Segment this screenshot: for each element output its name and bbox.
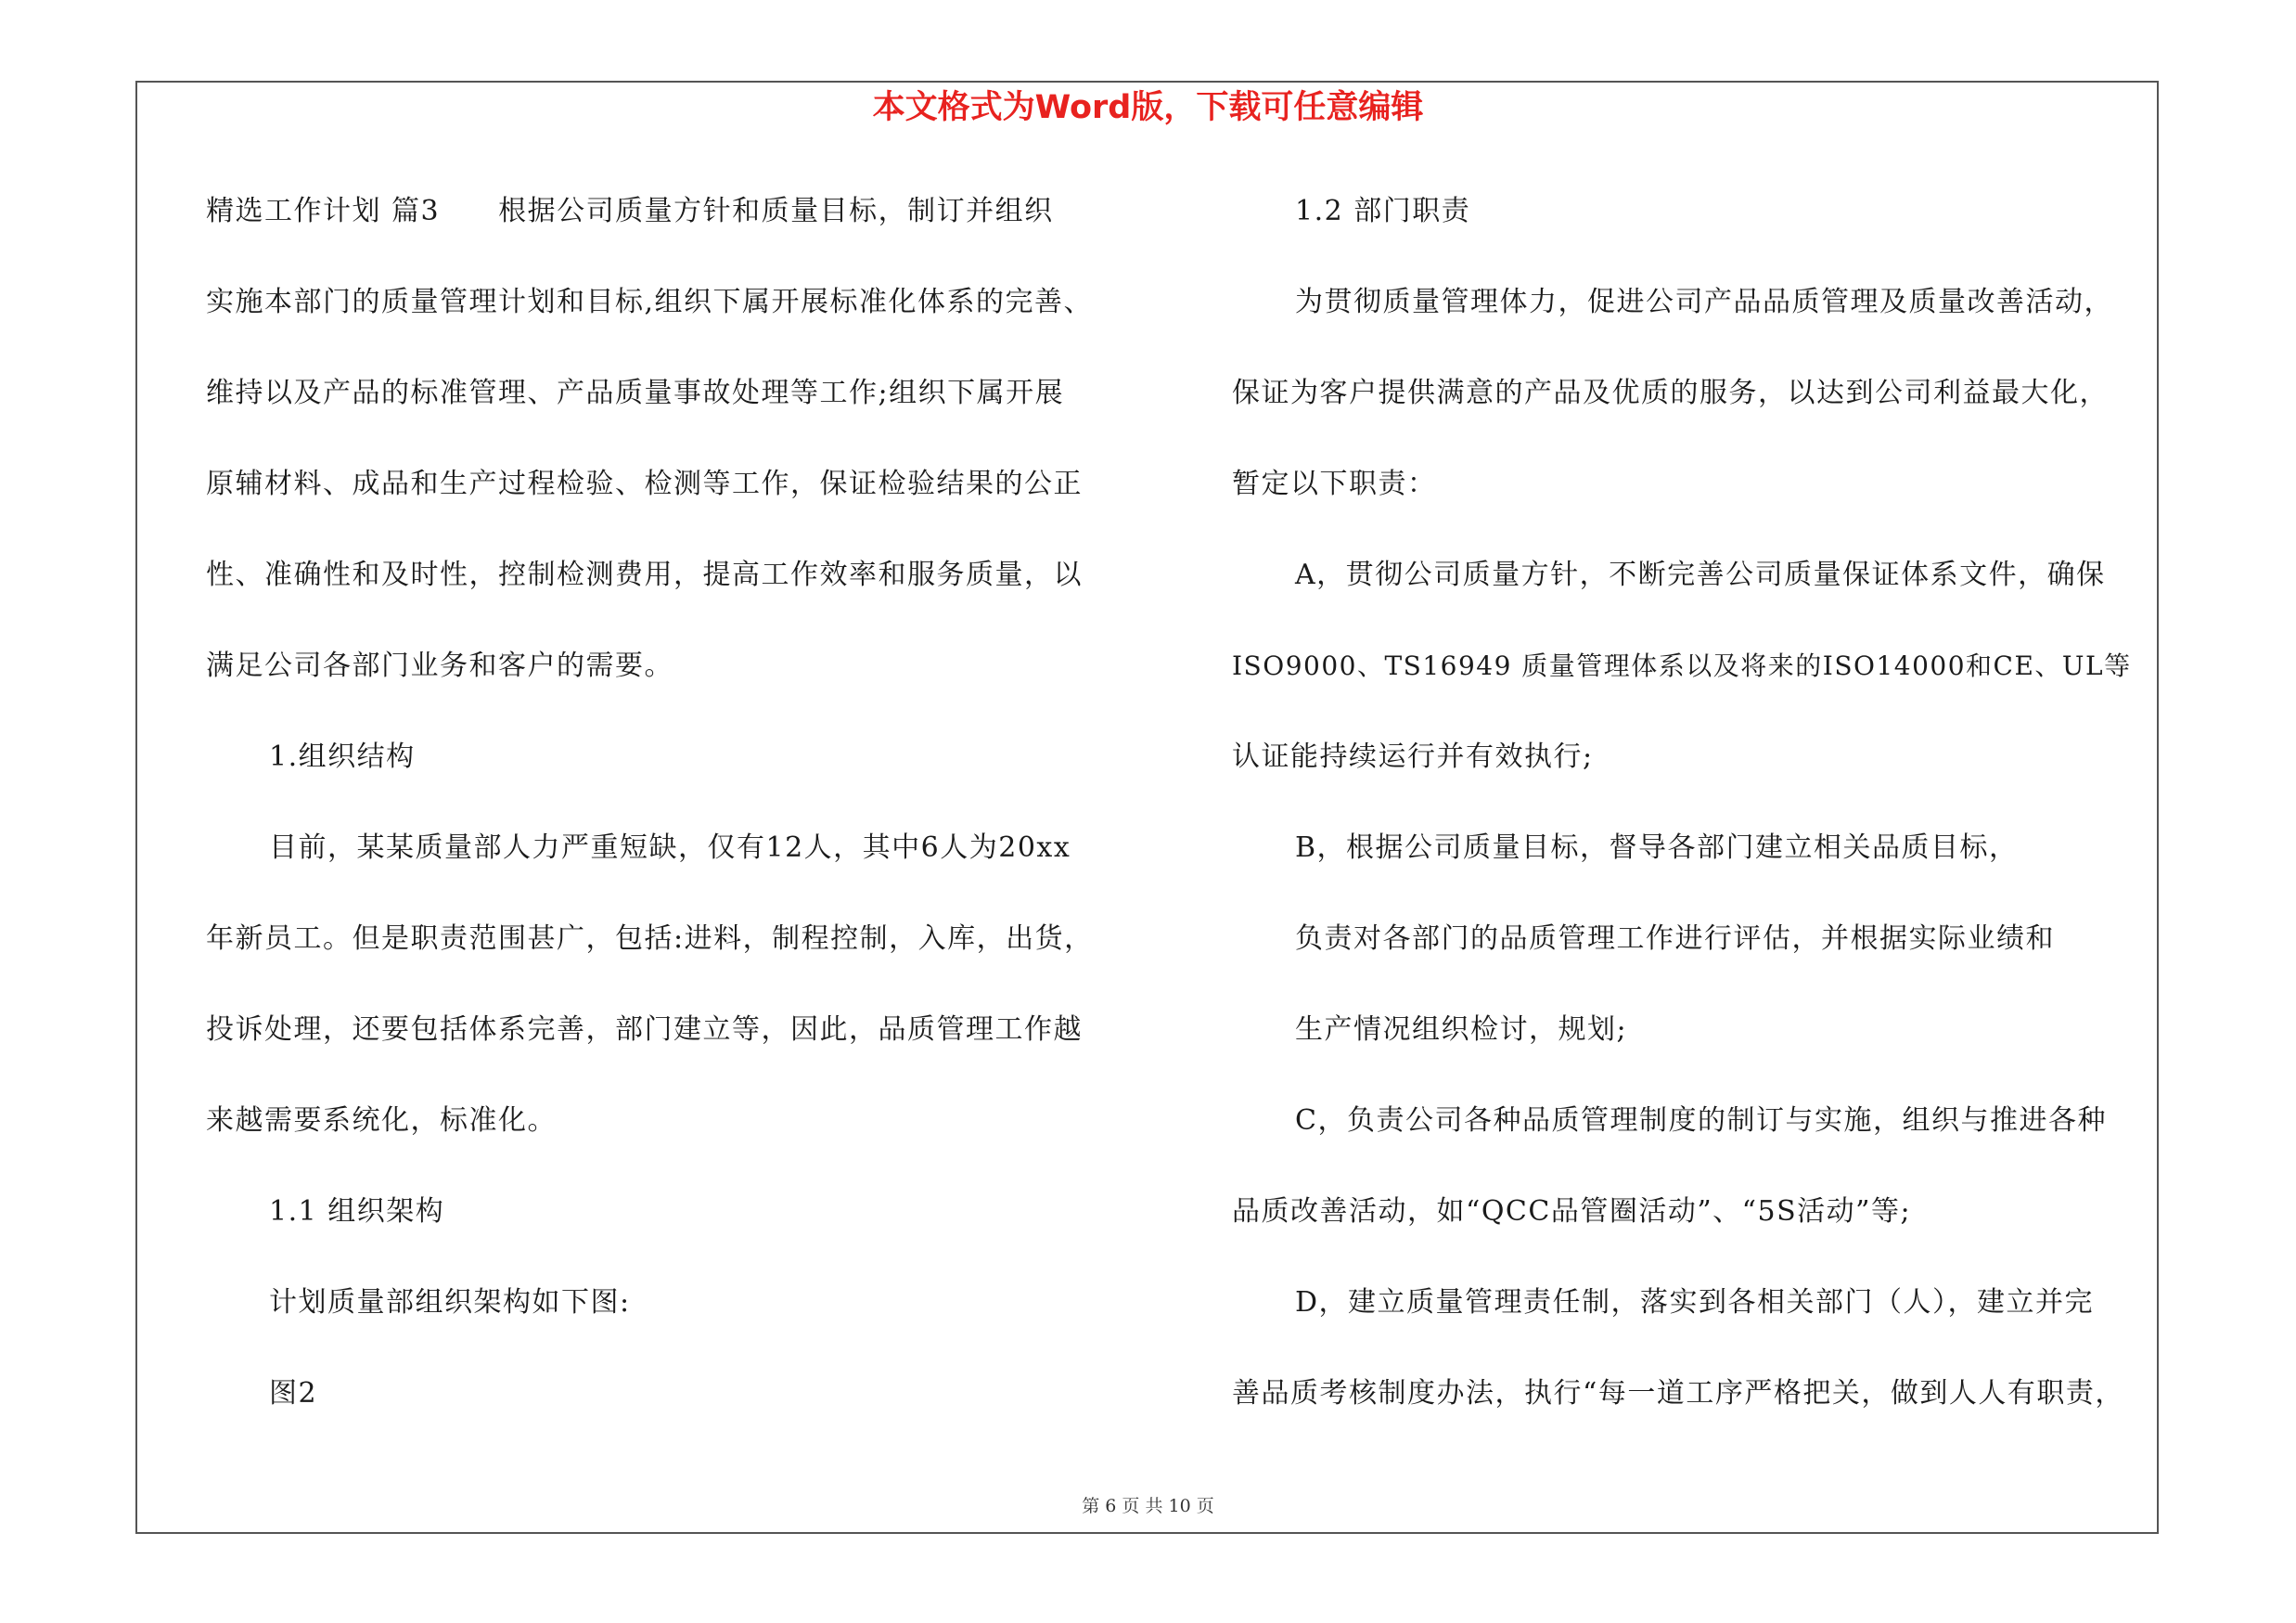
left-line: 性、准确性和及时性，控制检测费用，提高工作效率和服务质量，以 bbox=[206, 559, 1083, 591]
right-line: D，建立质量管理责任制，落实到各相关部门（人），建立并完 bbox=[1295, 1286, 2095, 1319]
left-line: 年新员工。但是职责范围甚广，包括:进料，制程控制，入库，出货， bbox=[206, 922, 1094, 955]
left-line: 投诉处理，还要包括体系完善，部门建立等，因此，品质管理工作越 bbox=[206, 1013, 1083, 1046]
left-line: 1.1 组织架构 bbox=[269, 1195, 445, 1228]
left-line: 计划质量部组织架构如下图: bbox=[269, 1286, 631, 1319]
right-line: 负责对各部门的品质管理工作进行评估，并根据实际业绩和 bbox=[1295, 922, 2055, 955]
right-line: ISO9000、TS16949 质量管理体系以及将来的ISO14000和CE、UL等 bbox=[1232, 650, 2132, 681]
right-line: C，负责公司各种品质管理制度的制订与实施，组织与推进各种 bbox=[1295, 1104, 2107, 1137]
right-line: 1.2 部门职责 bbox=[1295, 195, 1471, 227]
right-column bbox=[1232, 188, 2160, 1462]
left-line: 精选工作计划 篇3 根据公司质量方针和质量目标，制订并组织 bbox=[206, 195, 1054, 227]
right-line: 生产情况组织检讨，规划; bbox=[1295, 1013, 1628, 1046]
left-line: 图2 bbox=[269, 1377, 318, 1410]
left-column bbox=[206, 188, 1171, 1462]
page-footer: 第 6 页 共 10 页 bbox=[1082, 1496, 1214, 1516]
left-line: 实施本部门的质量管理计划和目标,组织下属开展标准化体系的完善、 bbox=[206, 286, 1094, 318]
right-line: 品质改善活动，如“QCC品管圈活动”、“5S活动”等; bbox=[1232, 1195, 1912, 1228]
right-line: 认证能持续运行并有效执行; bbox=[1232, 741, 1594, 773]
right-line: 为贯彻质量管理体力，促进公司产品品质管理及质量改善活动， bbox=[1295, 286, 2113, 318]
left-line: 维持以及产品的标准管理、产品质量事故处理等工作;组织下属开展 bbox=[206, 377, 1065, 409]
right-line: 善品质考核制度办法，执行“每一道工序严格把关，做到人人有职责， bbox=[1232, 1377, 2124, 1410]
left-line: 原辅材料、成品和生产过程检验、检测等工作，保证检验结果的公正 bbox=[206, 468, 1083, 500]
right-line: 暂定以下职责： bbox=[1232, 468, 1437, 500]
right-line: B，根据公司质量目标，督导各部门建立相关品质目标， bbox=[1295, 831, 2019, 864]
left-line: 1.组织结构 bbox=[269, 741, 416, 773]
right-line: A，贯彻公司质量方针，不断完善公司质量保证体系文件，确保 bbox=[1295, 559, 2106, 591]
right-line: 保证为客户提供满意的产品及优质的服务，以达到公司利益最大化， bbox=[1232, 377, 2109, 409]
format-banner: 本文格式为Word版，下载可任意编辑 bbox=[872, 89, 1424, 126]
left-line: 满足公司各部门业务和客户的需要。 bbox=[206, 650, 673, 682]
left-line: 来越需要系统化，标准化。 bbox=[206, 1104, 557, 1137]
left-line: 目前，某某质量部人力严重短缺，仅有12人，其中6人为20xx bbox=[269, 831, 1071, 864]
